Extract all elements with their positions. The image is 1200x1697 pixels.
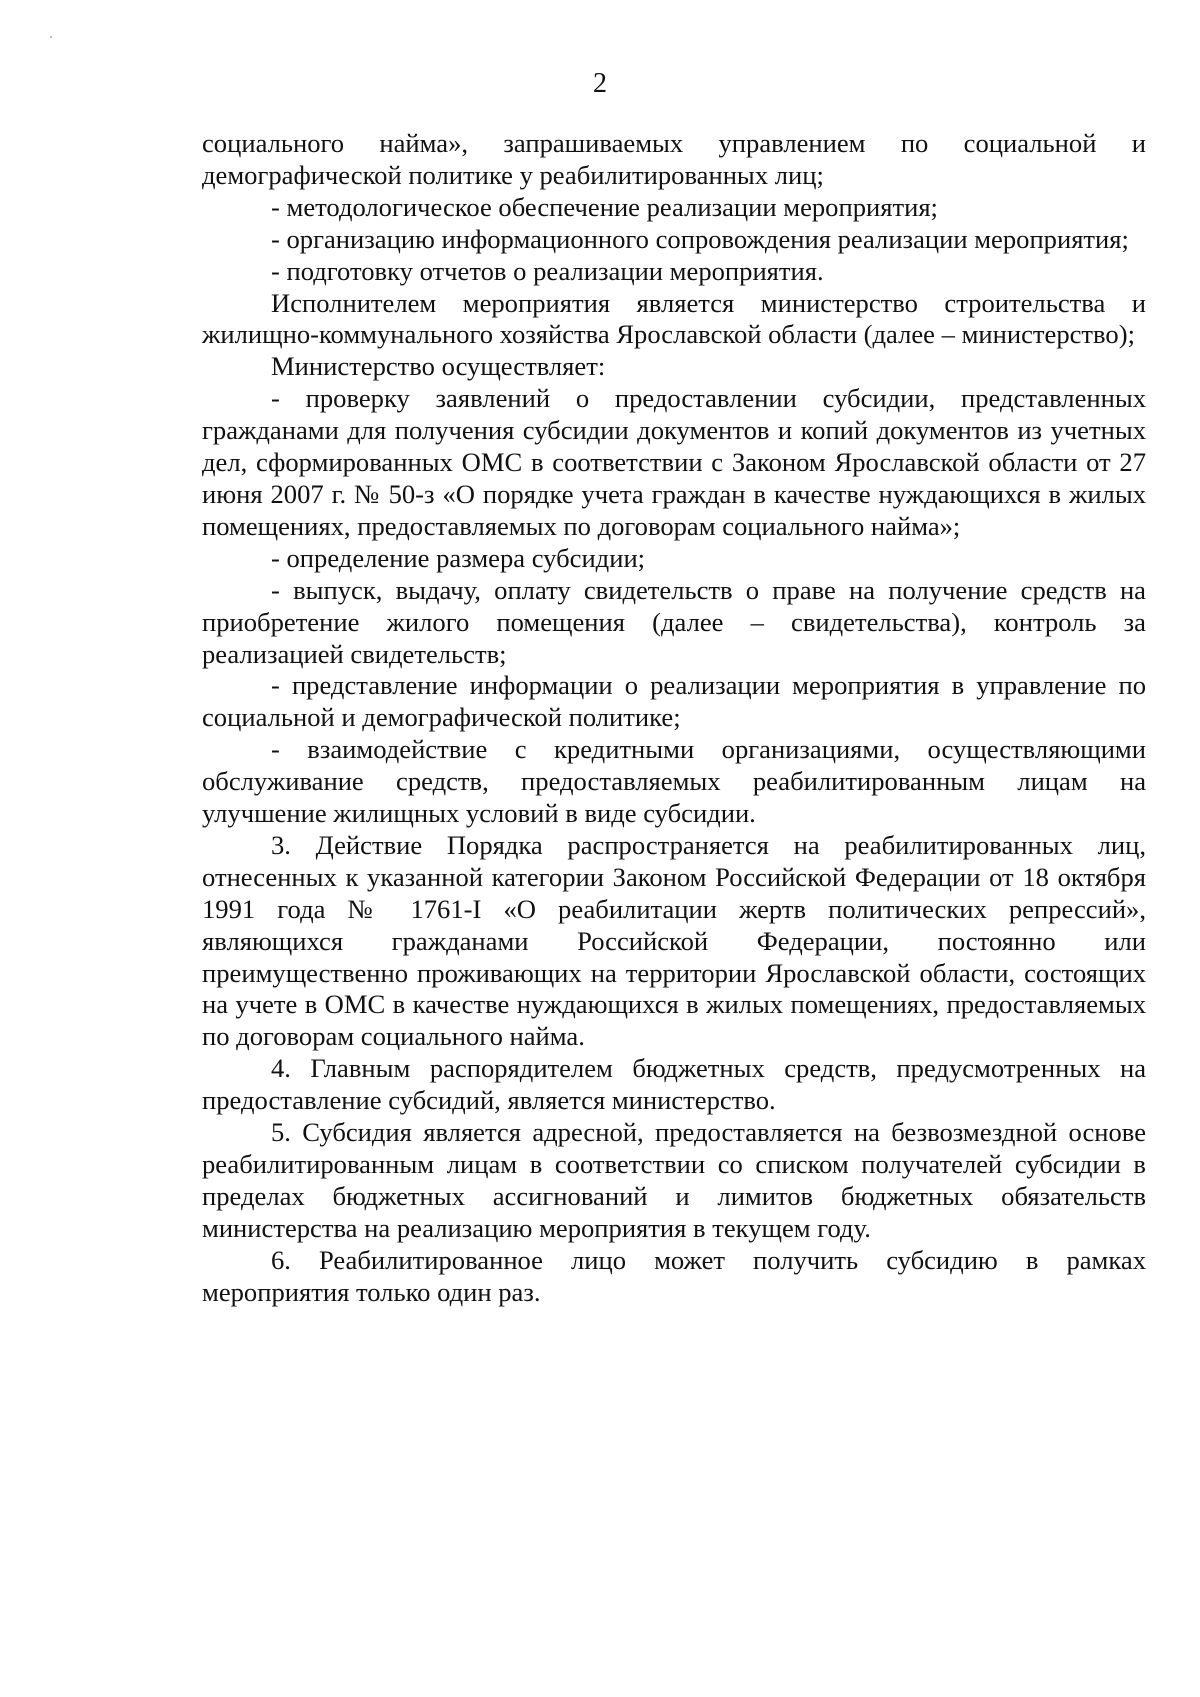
document-body (202, 128, 1146, 1309)
paragraph: 4. Главным распорядителем бюджетных средств, предусмотренных на предоставление субсидий, является министерство. (202, 1053, 1146, 1116)
scan-artifact (50, 36, 52, 38)
paragraph: - определение размера субсидии; (271, 542, 646, 573)
paragraph: 3. Действие Порядка распространяется на реабилитированных лиц, отнесенных к указанной категории Законом Российской Федерации от 18 октября 1991 года № 1761-I «О реабилитации жертв политических репрессий», являющихся гражданами Российской Федерации, постоянно или преимущественно проживающих на территории Ярославской области, состоящих на учете в ОМС в качестве нуждающихся в жилых помещениях, предоставляемых по договорам социального найма. (202, 829, 1146, 1052)
paragraph: социального найма», запрашиваемых управлением по социальной и демографической политике у реабилитированных лиц; (202, 128, 1146, 190)
paragraph: - проверку заявлений о предоставлении субсидии, представленных гражданами для получения субсидии документов и копий документов из учетных дел, сформированных ОМС в соответствии с Законом Ярославской области от 27 июня 2007 г. № 50-з «О порядке учета граждан в качестве нуждающихся в жилых помещениях, предоставляемых по договорам социального найма»; (202, 383, 1146, 541)
paragraph: - подготовку отчетов о реализации мероприятия. (271, 255, 824, 286)
paragraph: Министерство осуществляет: (271, 351, 606, 382)
paragraph: Исполнителем мероприятия является министерство строительства и жилищно-коммунального хозяйства Ярославской области (далее – министерство); (202, 287, 1146, 350)
paragraph: - взаимодействие с кредитными организациями, осуществляющими обслуживание средств, предоставляемых реабилитированным лицам на улучшение жилищных условий в виде субсидии. (202, 734, 1146, 829)
paragraph: 6. Реабилитированное лицо может получить субсидию в рамках мероприятия только один раз. (202, 1244, 1146, 1307)
page-number: 2 (593, 68, 607, 99)
paragraph: - методологическое обеспечение реализации мероприятия; (271, 191, 938, 222)
paragraph: - представление информации о реализации мероприятия в управление по социальной и демографической политике; (202, 670, 1146, 733)
paragraph: - организацию информационного сопровождения реализации мероприятия; (271, 223, 1129, 254)
paragraph: 5. Субсидия является адресной, предоставляется на безвозмездной основе реабилитированным лицам в соответствии со списком получателей субсидии в пределах бюджетных ассигнований и лимитов бюджетных обязательств министерства на реализацию мероприятия в текущем году. (202, 1117, 1146, 1243)
paragraph: - выпуск, выдачу, оплату свидетельств о праве на получение средств на приобретение жилого помещения (далее – свидетельства), контроль за реализацией свидетельств; (202, 574, 1146, 669)
